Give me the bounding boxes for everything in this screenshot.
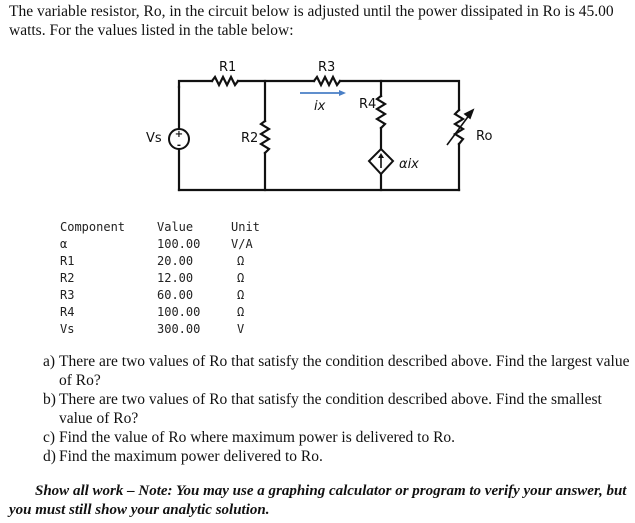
svg-text:-: -	[176, 140, 182, 151]
dep-source-label: αix	[399, 157, 419, 172]
row-r2-unit: Ω	[237, 271, 245, 285]
ro-resistor	[455, 110, 463, 144]
ro-arrow-head	[465, 110, 473, 118]
r3-label: R3	[318, 60, 336, 75]
question-b	[43, 390, 633, 428]
wire-top-left	[179, 81, 212, 87]
row-r1-value: 20.00	[157, 254, 194, 268]
question-b-text: There are two values of Ro that satisfy the condition described above. Find the smallest value of Ro?	[59, 391, 602, 427]
row-alpha-component: α	[60, 237, 68, 251]
header-unit: Unit	[231, 220, 260, 234]
question-a-label: a)	[43, 353, 56, 370]
row-r3-unit: Ω	[237, 288, 245, 302]
r4-label: R4	[359, 97, 377, 112]
ix-arrow	[300, 90, 346, 96]
question-a-text: There are two values of Ro that satisfy the condition described above. Find the largest value of Ro?	[59, 353, 630, 389]
question-d-text: Find the maximum power delivered to Ro.	[59, 448, 323, 465]
question-c	[43, 428, 633, 447]
row-r4-value: 100.00	[157, 305, 201, 319]
row-r1-unit: Ω	[237, 254, 245, 268]
question-a	[43, 352, 633, 390]
row-r3-component: R3	[60, 288, 75, 302]
row-alpha-value: 100.00	[157, 237, 201, 251]
voltage-source-vs	[169, 129, 189, 151]
question-list	[43, 352, 633, 466]
r2-resistor	[261, 121, 269, 153]
row-r4-unit: Ω	[237, 305, 245, 319]
row-vs-unit: V	[237, 322, 245, 336]
question-b-label: b)	[43, 391, 56, 408]
row-r4-component: R4	[60, 305, 75, 319]
row-r3-value: 60.00	[157, 288, 194, 302]
wire-top-right	[340, 81, 459, 110]
row-r1-component: R1	[60, 254, 75, 268]
row-r2-component: R2	[60, 271, 75, 285]
r4-resistor	[377, 96, 385, 128]
r2-label: R2	[241, 131, 259, 146]
r3-resistor	[314, 77, 340, 85]
question-d	[43, 447, 633, 466]
svg-text:+: +	[174, 129, 184, 140]
header-value: Value	[157, 220, 194, 234]
work-note	[9, 482, 629, 520]
question-c-label: c)	[43, 429, 56, 446]
row-alpha-unit: V/A	[231, 237, 253, 251]
header-component: Component	[60, 220, 126, 234]
question-c-text: Find the value of Ro where maximum power is delivered to Ro.	[59, 429, 456, 446]
row-r2-value: 12.00	[157, 271, 194, 285]
r1-resistor	[212, 77, 238, 85]
problem-intro: The variable resistor, Ro, in the circuit below is adjusted until the power dissipated in Ro is 45.00 watts. For the values listed in the table below:	[9, 3, 614, 39]
row-vs-component: Vs	[60, 322, 75, 336]
ix-label: ix	[314, 99, 326, 114]
work-note-text: Show all work – Note: You may use a graphing calculator or program to verify your answer, but you must still show your analytic solution.	[9, 483, 627, 518]
dependent-source	[369, 149, 393, 174]
ro-variable-arrow	[447, 114, 470, 145]
vs-label: Vs	[146, 131, 162, 146]
row-vs-value: 300.00	[157, 322, 201, 336]
question-d-label: d)	[43, 448, 56, 465]
r1-label: R1	[219, 60, 237, 75]
ro-label: Ro	[476, 129, 493, 144]
